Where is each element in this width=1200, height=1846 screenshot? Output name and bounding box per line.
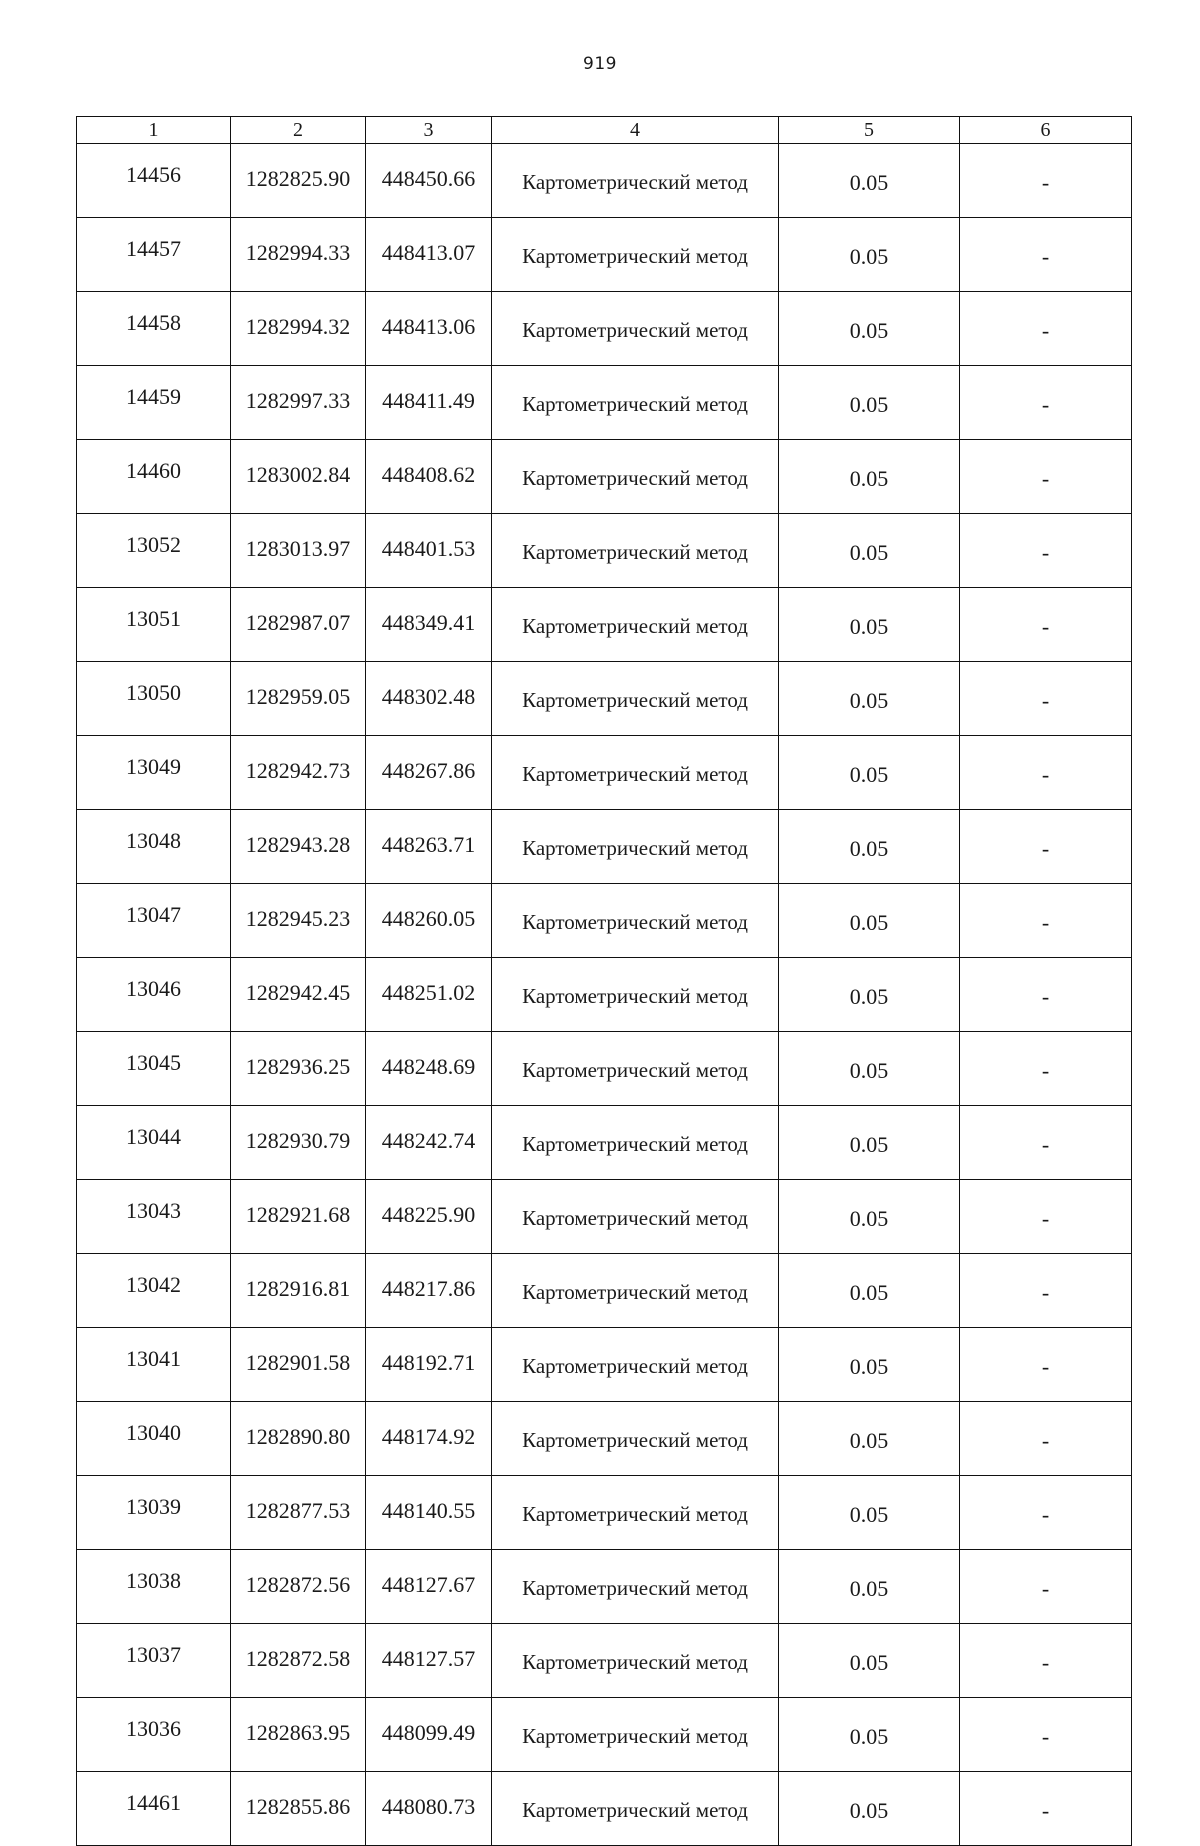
method-cell: Картометрический метод xyxy=(492,662,779,736)
x-coordinate-cell: 1282936.25 xyxy=(231,1032,366,1106)
point-number-cell: 13039 xyxy=(77,1476,231,1550)
column-header-1: 1 xyxy=(77,117,231,144)
table-body xyxy=(77,144,1132,1846)
point-number-cell: 13047 xyxy=(77,884,231,958)
accuracy-cell: 0.05 xyxy=(779,1180,960,1254)
note-cell: - xyxy=(960,366,1132,440)
method-cell: Картометрический метод xyxy=(492,1772,779,1846)
note-cell: - xyxy=(960,292,1132,366)
point-number-cell: 13044 xyxy=(77,1106,231,1180)
column-header-2: 2 xyxy=(231,117,366,144)
x-coordinate-cell: 1282916.81 xyxy=(231,1254,366,1328)
y-coordinate-cell: 448302.48 xyxy=(366,662,492,736)
accuracy-cell: 0.05 xyxy=(779,662,960,736)
method-cell: Картометрический метод xyxy=(492,1550,779,1624)
note-cell: - xyxy=(960,144,1132,218)
table-row xyxy=(77,218,1132,292)
x-coordinate-cell: 1282855.86 xyxy=(231,1772,366,1846)
y-coordinate-cell: 448260.05 xyxy=(366,884,492,958)
x-coordinate-cell: 1283013.97 xyxy=(231,514,366,588)
y-coordinate-cell: 448267.86 xyxy=(366,736,492,810)
x-coordinate-cell: 1282863.95 xyxy=(231,1698,366,1772)
x-coordinate-cell: 1282921.68 xyxy=(231,1180,366,1254)
note-cell: - xyxy=(960,662,1132,736)
x-coordinate-cell: 1282901.58 xyxy=(231,1328,366,1402)
x-coordinate-cell: 1282997.33 xyxy=(231,366,366,440)
x-coordinate-cell: 1282994.32 xyxy=(231,292,366,366)
point-number-cell: 14459 xyxy=(77,366,231,440)
note-cell: - xyxy=(960,958,1132,1032)
note-cell: - xyxy=(960,1180,1132,1254)
page-number: 919 xyxy=(583,54,617,74)
method-cell: Картометрический метод xyxy=(492,1254,779,1328)
method-cell: Картометрический метод xyxy=(492,1402,779,1476)
y-coordinate-cell: 448251.02 xyxy=(366,958,492,1032)
y-coordinate-cell: 448174.92 xyxy=(366,1402,492,1476)
point-number-cell: 13038 xyxy=(77,1550,231,1624)
table-row xyxy=(77,1328,1132,1402)
point-number-cell: 13046 xyxy=(77,958,231,1032)
table-row xyxy=(77,736,1132,810)
x-coordinate-cell: 1282930.79 xyxy=(231,1106,366,1180)
note-cell: - xyxy=(960,1624,1132,1698)
note-cell: - xyxy=(960,1772,1132,1846)
note-cell: - xyxy=(960,1254,1132,1328)
x-coordinate-cell: 1282959.05 xyxy=(231,662,366,736)
accuracy-cell: 0.05 xyxy=(779,1772,960,1846)
y-coordinate-cell: 448349.41 xyxy=(366,588,492,662)
point-number-cell: 13041 xyxy=(77,1328,231,1402)
column-header-4: 4 xyxy=(492,117,779,144)
y-coordinate-cell: 448242.74 xyxy=(366,1106,492,1180)
y-coordinate-cell: 448217.86 xyxy=(366,1254,492,1328)
x-coordinate-cell: 1282987.07 xyxy=(231,588,366,662)
y-coordinate-cell: 448248.69 xyxy=(366,1032,492,1106)
table-row xyxy=(77,1698,1132,1772)
y-coordinate-cell: 448127.57 xyxy=(366,1624,492,1698)
method-cell: Картометрический метод xyxy=(492,144,779,218)
method-cell: Картометрический метод xyxy=(492,514,779,588)
table-row xyxy=(77,292,1132,366)
y-coordinate-cell: 448401.53 xyxy=(366,514,492,588)
accuracy-cell: 0.05 xyxy=(779,218,960,292)
table-row xyxy=(77,1180,1132,1254)
x-coordinate-cell: 1282872.56 xyxy=(231,1550,366,1624)
x-coordinate-cell: 1283002.84 xyxy=(231,440,366,514)
accuracy-cell: 0.05 xyxy=(779,1476,960,1550)
table-row xyxy=(77,810,1132,884)
note-cell: - xyxy=(960,1328,1132,1402)
method-cell: Картометрический метод xyxy=(492,1624,779,1698)
method-cell: Картометрический метод xyxy=(492,440,779,514)
point-number-cell: 13042 xyxy=(77,1254,231,1328)
accuracy-cell: 0.05 xyxy=(779,1106,960,1180)
note-cell: - xyxy=(960,810,1132,884)
accuracy-cell: 0.05 xyxy=(779,366,960,440)
point-number-cell: 14458 xyxy=(77,292,231,366)
accuracy-cell: 0.05 xyxy=(779,1698,960,1772)
accuracy-cell: 0.05 xyxy=(779,884,960,958)
table-row xyxy=(77,1476,1132,1550)
table-row xyxy=(77,514,1132,588)
x-coordinate-cell: 1282994.33 xyxy=(231,218,366,292)
x-coordinate-cell: 1282890.80 xyxy=(231,1402,366,1476)
accuracy-cell: 0.05 xyxy=(779,588,960,662)
point-number-cell: 13036 xyxy=(77,1698,231,1772)
method-cell: Картометрический метод xyxy=(492,958,779,1032)
coordinates-table xyxy=(76,116,1132,1846)
table-row xyxy=(77,1106,1132,1180)
x-coordinate-cell: 1282943.28 xyxy=(231,810,366,884)
accuracy-cell: 0.05 xyxy=(779,1328,960,1402)
table-row xyxy=(77,1254,1132,1328)
x-coordinate-cell: 1282872.58 xyxy=(231,1624,366,1698)
y-coordinate-cell: 448450.66 xyxy=(366,144,492,218)
accuracy-cell: 0.05 xyxy=(779,1550,960,1624)
point-number-cell: 13050 xyxy=(77,662,231,736)
note-cell: - xyxy=(960,1032,1132,1106)
point-number-cell: 14460 xyxy=(77,440,231,514)
y-coordinate-cell: 448225.90 xyxy=(366,1180,492,1254)
column-header-6: 6 xyxy=(960,117,1132,144)
note-cell: - xyxy=(960,1698,1132,1772)
method-cell: Картометрический метод xyxy=(492,1106,779,1180)
method-cell: Картометрический метод xyxy=(492,218,779,292)
note-cell: - xyxy=(960,218,1132,292)
point-number-cell: 13037 xyxy=(77,1624,231,1698)
method-cell: Картометрический метод xyxy=(492,1032,779,1106)
method-cell: Картометрический метод xyxy=(492,366,779,440)
accuracy-cell: 0.05 xyxy=(779,292,960,366)
note-cell: - xyxy=(960,736,1132,810)
table-row xyxy=(77,662,1132,736)
column-header-5: 5 xyxy=(779,117,960,144)
y-coordinate-cell: 448140.55 xyxy=(366,1476,492,1550)
accuracy-cell: 0.05 xyxy=(779,144,960,218)
note-cell: - xyxy=(960,1402,1132,1476)
y-coordinate-cell: 448099.49 xyxy=(366,1698,492,1772)
table-row xyxy=(77,144,1132,218)
x-coordinate-cell: 1282942.45 xyxy=(231,958,366,1032)
note-cell: - xyxy=(960,514,1132,588)
method-cell: Картометрический метод xyxy=(492,736,779,810)
y-coordinate-cell: 448411.49 xyxy=(366,366,492,440)
table-row xyxy=(77,1624,1132,1698)
point-number-cell: 14456 xyxy=(77,144,231,218)
point-number-cell: 14461 xyxy=(77,1772,231,1846)
method-cell: Картометрический метод xyxy=(492,292,779,366)
point-number-cell: 13045 xyxy=(77,1032,231,1106)
table-header-row xyxy=(77,117,1132,144)
y-coordinate-cell: 448408.62 xyxy=(366,440,492,514)
note-cell: - xyxy=(960,1476,1132,1550)
point-number-cell: 13040 xyxy=(77,1402,231,1476)
table-row xyxy=(77,958,1132,1032)
point-number-cell: 13048 xyxy=(77,810,231,884)
note-cell: - xyxy=(960,884,1132,958)
accuracy-cell: 0.05 xyxy=(779,1624,960,1698)
method-cell: Картометрический метод xyxy=(492,588,779,662)
accuracy-cell: 0.05 xyxy=(779,514,960,588)
table-row xyxy=(77,366,1132,440)
table-row xyxy=(77,884,1132,958)
accuracy-cell: 0.05 xyxy=(779,810,960,884)
table-row xyxy=(77,1772,1132,1846)
point-number-cell: 14457 xyxy=(77,218,231,292)
y-coordinate-cell: 448080.73 xyxy=(366,1772,492,1846)
accuracy-cell: 0.05 xyxy=(779,736,960,810)
note-cell: - xyxy=(960,1106,1132,1180)
table-row xyxy=(77,588,1132,662)
accuracy-cell: 0.05 xyxy=(779,1032,960,1106)
column-header-3: 3 xyxy=(366,117,492,144)
y-coordinate-cell: 448413.07 xyxy=(366,218,492,292)
y-coordinate-cell: 448263.71 xyxy=(366,810,492,884)
method-cell: Картометрический метод xyxy=(492,810,779,884)
point-number-cell: 13049 xyxy=(77,736,231,810)
note-cell: - xyxy=(960,1550,1132,1624)
x-coordinate-cell: 1282942.73 xyxy=(231,736,366,810)
table-row xyxy=(77,1032,1132,1106)
accuracy-cell: 0.05 xyxy=(779,1402,960,1476)
accuracy-cell: 0.05 xyxy=(779,440,960,514)
point-number-cell: 13051 xyxy=(77,588,231,662)
note-cell: - xyxy=(960,588,1132,662)
method-cell: Картометрический метод xyxy=(492,1180,779,1254)
point-number-cell: 13043 xyxy=(77,1180,231,1254)
table-row xyxy=(77,1550,1132,1624)
y-coordinate-cell: 448413.06 xyxy=(366,292,492,366)
accuracy-cell: 0.05 xyxy=(779,958,960,1032)
x-coordinate-cell: 1282825.90 xyxy=(231,144,366,218)
method-cell: Картометрический метод xyxy=(492,1328,779,1402)
point-number-cell: 13052 xyxy=(77,514,231,588)
y-coordinate-cell: 448127.67 xyxy=(366,1550,492,1624)
method-cell: Картометрический метод xyxy=(492,1698,779,1772)
x-coordinate-cell: 1282877.53 xyxy=(231,1476,366,1550)
x-coordinate-cell: 1282945.23 xyxy=(231,884,366,958)
note-cell: - xyxy=(960,440,1132,514)
method-cell: Картометрический метод xyxy=(492,1476,779,1550)
y-coordinate-cell: 448192.71 xyxy=(366,1328,492,1402)
method-cell: Картометрический метод xyxy=(492,884,779,958)
table-row xyxy=(77,1402,1132,1476)
table-row xyxy=(77,440,1132,514)
accuracy-cell: 0.05 xyxy=(779,1254,960,1328)
